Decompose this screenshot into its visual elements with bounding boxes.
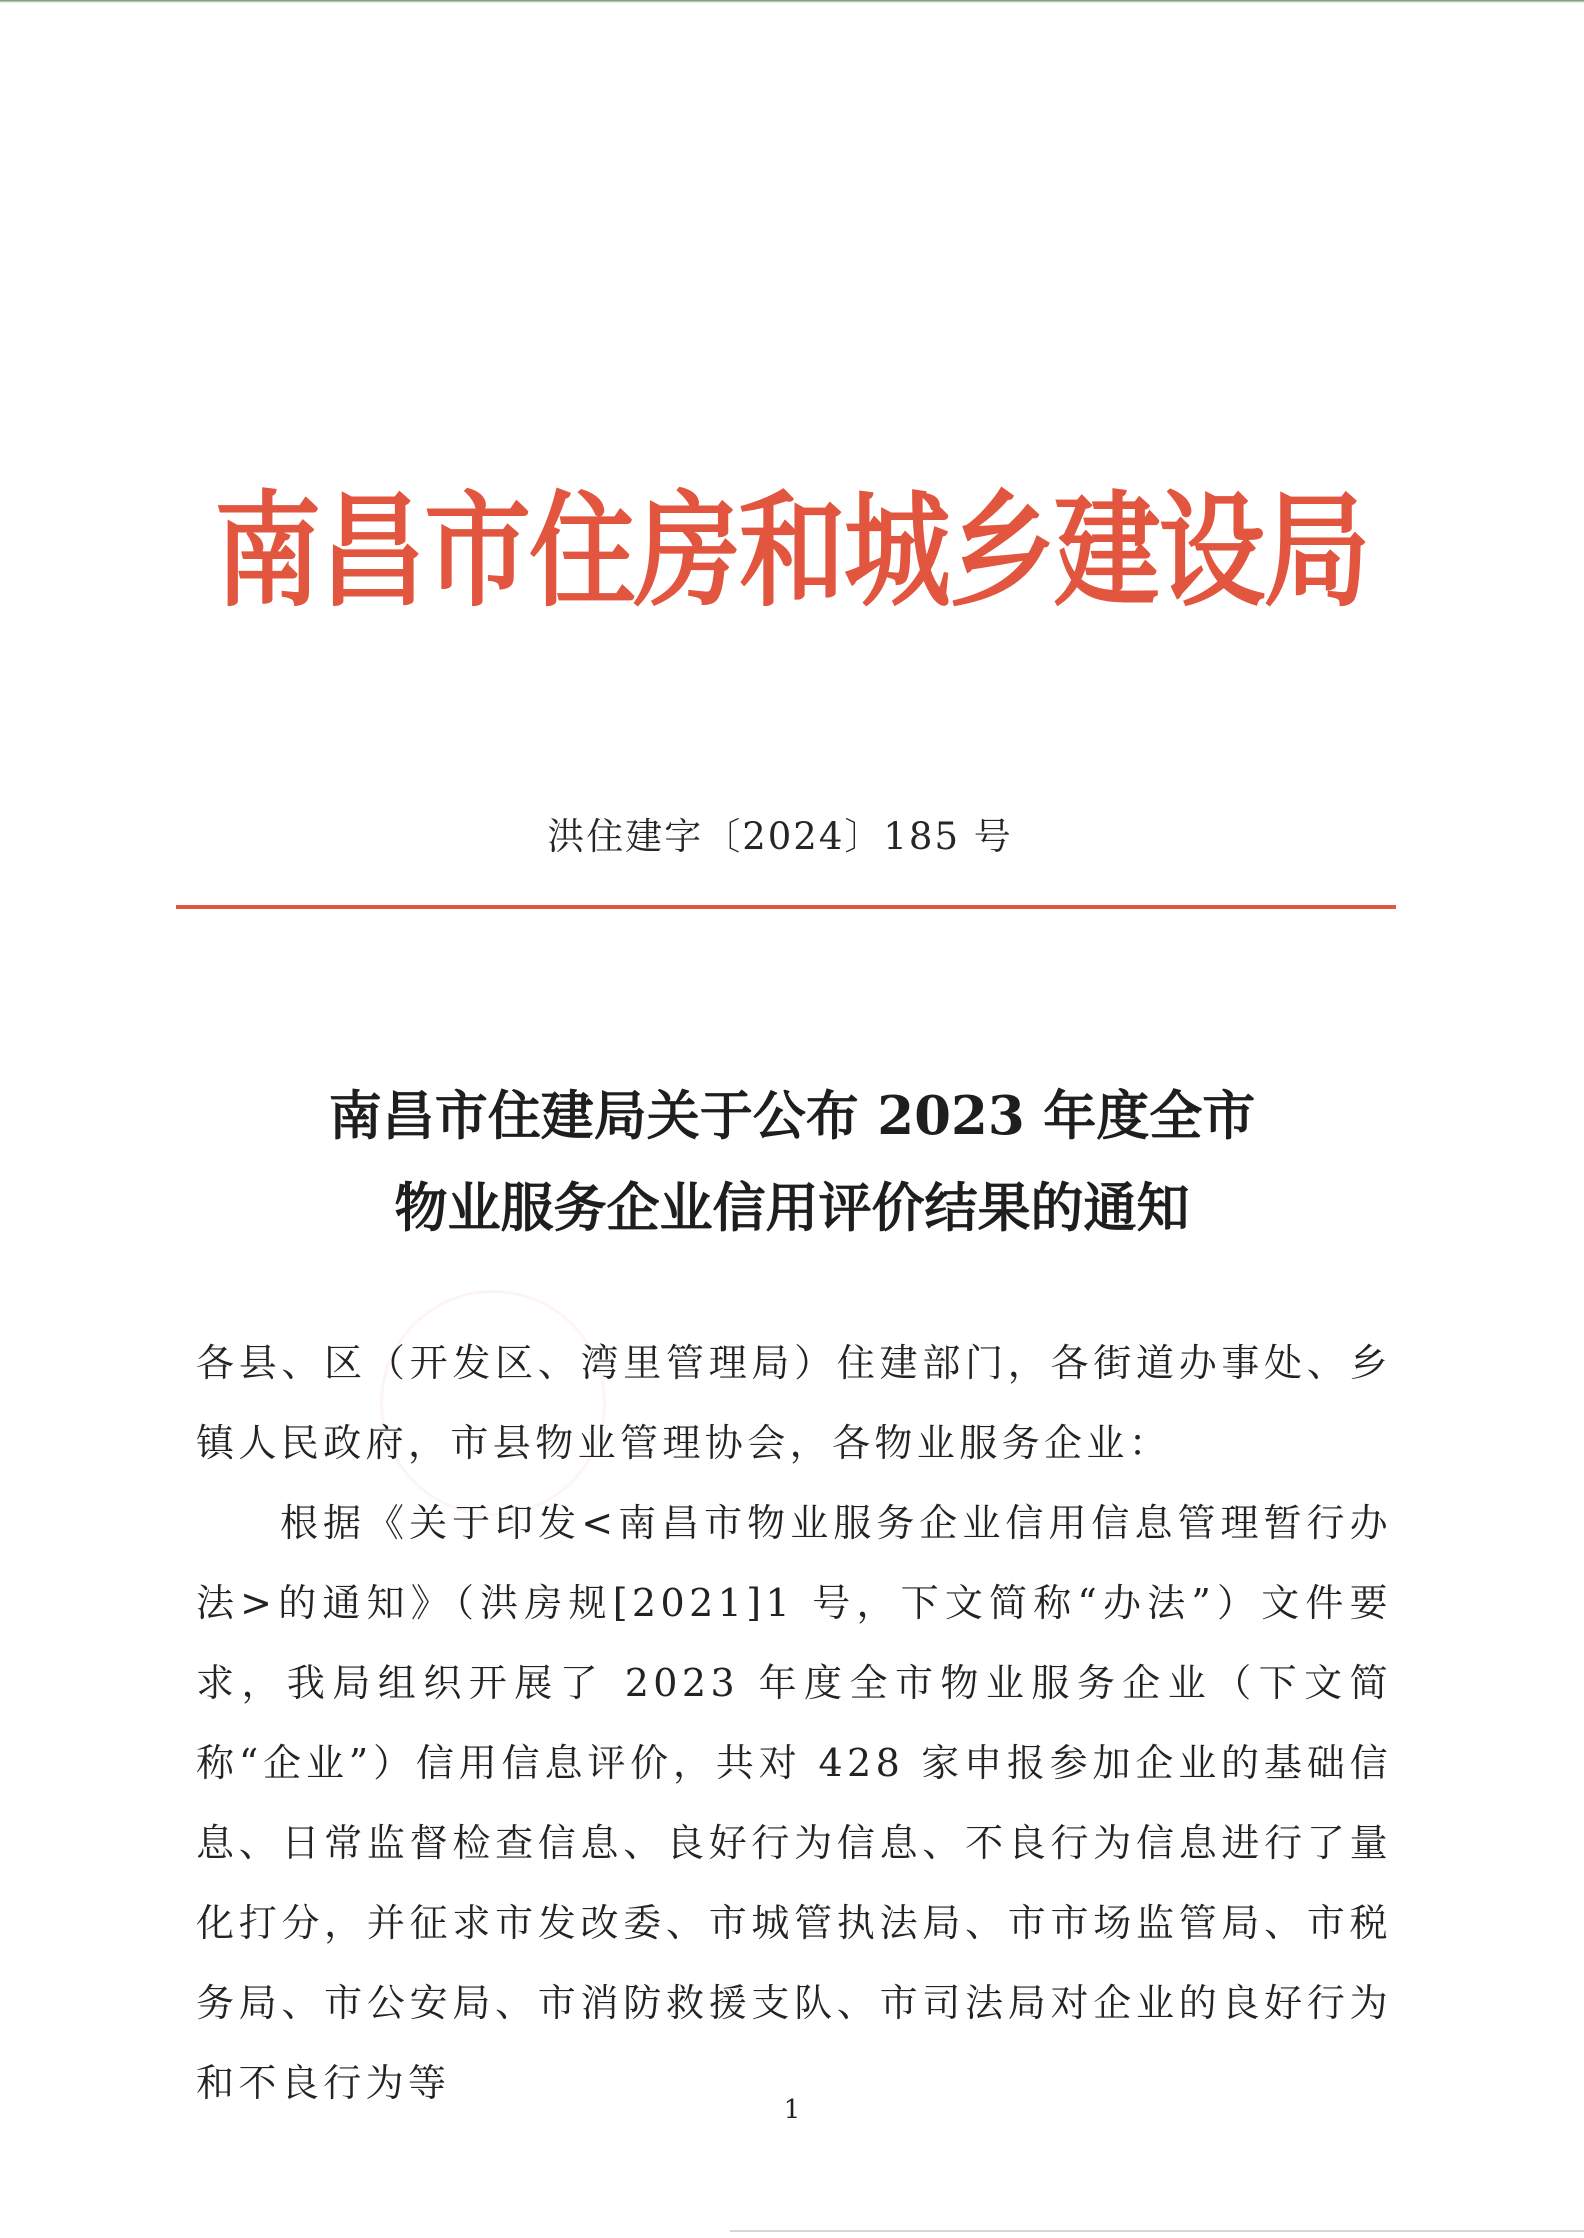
letterhead-divider [176,905,1396,909]
notice-title-line-1: 南昌市住建局关于公布 2023 年度全市 [328,1085,1256,1147]
body-paragraph: 根据《关于印发<南昌市物业服务企业信用信息管理暂行办法>的通知》（洪房规[2021]1 号，下文简称“办法”）文件要求，我局组织开展了 2023 年度全市物业服务企业（下文简称“企业”）信用信息评价，共对 428 家申报参加企业的基础信息、日常监督检查信息、良好行为信息、不良行为信息进行了量化打分，并征求市发改委、市城管执法局、市市场监管局、市税务局、市公安局、市消防救援支队、市司法局对企业的良好行为和不良行为等 [196,1501,1392,2105]
notice-title-line-2: 物业服务企业信用评价结果的通知 [394,1177,1190,1239]
notice-body [196,1323,1392,2123]
scan-edge-bottom [730,2230,1584,2232]
letterhead-agency-name: 南昌市住房和城乡建设局 [214,479,1369,624]
page-number: 1 [783,2095,801,2125]
notice-title [0,1070,1584,1254]
scan-edge-top [0,0,1584,3]
document-number: 洪住建字〔2024〕185 号 [547,815,1013,858]
salutation-paragraph: 各县、区（开发区、湾里管理局）住建部门，各街道办事处、乡镇人民政府，市县物业管理协会，各物业服务企业： [196,1341,1392,1465]
